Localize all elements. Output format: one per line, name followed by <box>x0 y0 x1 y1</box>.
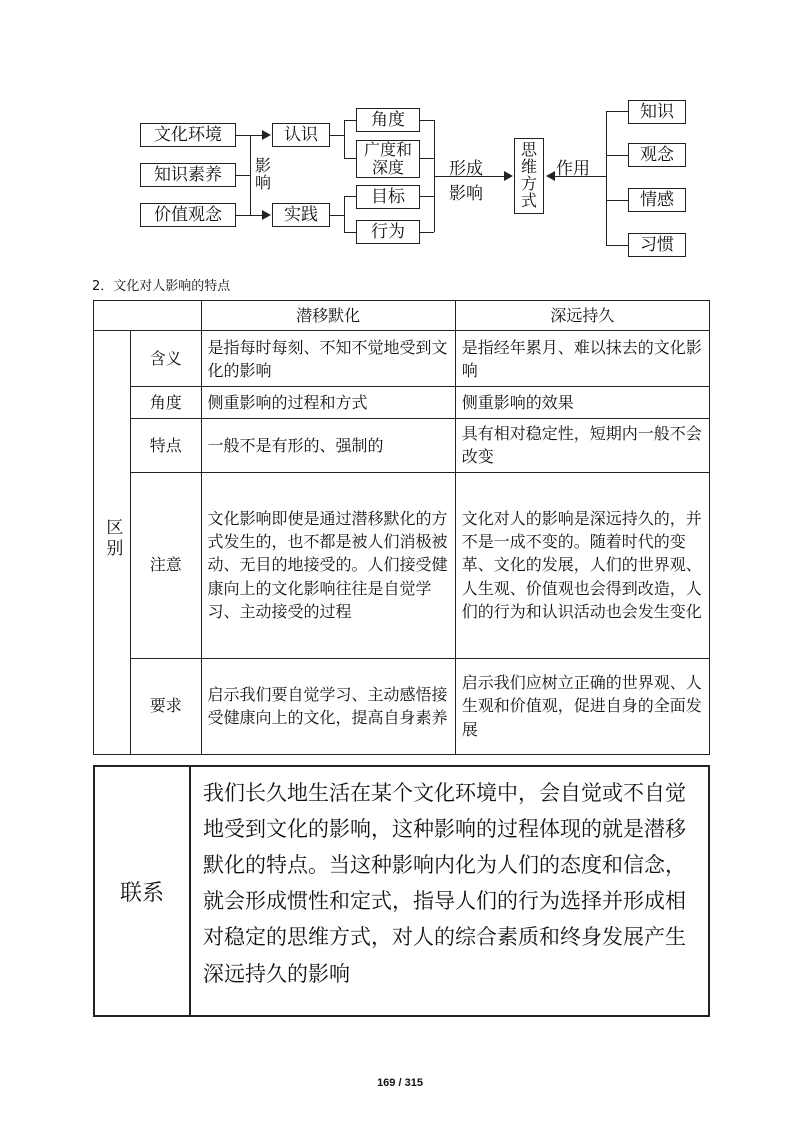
connector <box>236 135 250 136</box>
column-header: 潜移默化 <box>201 301 455 331</box>
table-cell: 启示我们要自觉学习、主动感悟接受健康向上的文化，提高自身素养 <box>201 658 455 754</box>
connector <box>236 175 250 176</box>
table-row <box>94 766 709 1016</box>
connector <box>344 232 356 233</box>
result-label: 习惯 <box>640 234 674 255</box>
source-box-values <box>140 203 236 227</box>
middle-box-cognition <box>272 123 330 147</box>
relationship-label: 联系 <box>94 766 190 1016</box>
middle-label: 实践 <box>284 204 318 225</box>
table-row <box>94 331 710 387</box>
table-cell: 文化影响即使是通过潜移默化的方式发生的，也不都是被人们消极被动、无目的地接受的。人们接受健康向上的文化影响往往是自觉学习、主动接受的过程 <box>201 472 455 658</box>
source-box-knowledge <box>140 163 236 187</box>
table-header-row <box>94 301 710 331</box>
connector <box>330 215 344 216</box>
connector <box>606 155 628 156</box>
row-label: 要求 <box>131 658 201 754</box>
relationship-text: 我们长久地生活在某个文化环境中，会自觉或不自觉地受到文化的影响，这种影响的过程体现的就是潜移默化的特点。当这种影响内化为人们的态度和信念，就会形成惯性和定式，指导人们的行为选择并形成相对稳定的思维方式，对人的综合素质和终身发展产生深远持久的影响 <box>190 766 709 1016</box>
table-corner-cell <box>94 301 202 331</box>
aspect-box-goal <box>356 185 420 209</box>
connector <box>250 215 262 216</box>
result-box-concept <box>628 143 686 167</box>
connector <box>344 120 356 121</box>
aspect-box-angle <box>356 108 420 132</box>
connector <box>606 111 628 112</box>
aspect-label: 目标 <box>371 186 405 207</box>
result-label: 知识 <box>640 101 674 122</box>
result-box-emotion <box>628 188 686 212</box>
arrow-right-icon <box>262 130 271 140</box>
arrow-right-icon <box>504 171 513 181</box>
page-number: 169 / 315 <box>377 1077 423 1089</box>
table-row <box>94 658 710 754</box>
connector <box>420 158 434 159</box>
comparison-table <box>93 300 710 755</box>
table-cell: 具有相对稳定性，短期内一般不会改变 <box>455 419 709 472</box>
section-title: 2．文化对人影响的特点 <box>92 279 231 294</box>
connector <box>420 232 434 233</box>
table-row <box>94 419 710 472</box>
source-label: 价值观念 <box>154 204 222 225</box>
aspect-box-behavior <box>356 220 420 244</box>
table-row <box>94 387 710 419</box>
result-label: 观念 <box>640 144 674 165</box>
influence-label-2: 影响 <box>449 184 483 204</box>
table-cell: 一般不是有形的、强制的 <box>201 419 455 472</box>
connector <box>250 135 262 136</box>
connector <box>330 135 344 136</box>
connector <box>344 196 345 232</box>
connector <box>606 200 628 201</box>
influence-label: 影响 <box>254 156 271 192</box>
table-cell: 侧重影响的过程和方式 <box>201 387 455 419</box>
arrow-right-icon <box>262 210 271 220</box>
result-label: 情感 <box>640 189 674 210</box>
aspect-label: 广度和深度 <box>363 140 412 177</box>
connector <box>420 120 434 121</box>
connector <box>606 111 607 245</box>
connector <box>420 196 434 197</box>
center-label: 思维方式 <box>521 140 538 210</box>
group-label-cell <box>94 331 131 754</box>
table-row <box>94 472 710 658</box>
connector <box>250 135 251 215</box>
column-header: 深远持久 <box>455 301 709 331</box>
aspect-box-breadth-depth <box>356 140 420 178</box>
connector <box>344 158 356 159</box>
connector <box>344 196 356 197</box>
connector <box>606 245 628 246</box>
result-box-habit <box>628 233 686 257</box>
connector <box>236 215 250 216</box>
table-cell: 文化对人的影响是深远持久的，并不是一成不变的。随着时代的变革、文化的发展，人们的世界观、人生观、价值观也会得到改造，人们的行为和认识活动也会发生变化 <box>455 472 709 658</box>
group-label: 区别 <box>102 518 123 561</box>
table-cell: 启示我们应树立正确的世界观、人生观和价值观，促进自身的全面发展 <box>455 658 709 754</box>
effect-label: 作用 <box>556 159 590 179</box>
source-box-culture-environment <box>140 123 236 147</box>
connector <box>344 120 345 158</box>
middle-box-practice <box>272 203 330 227</box>
aspect-label: 角度 <box>371 109 405 130</box>
aspect-label: 行为 <box>371 221 405 242</box>
source-label: 知识素养 <box>154 164 222 185</box>
form-label: 形成 <box>449 159 483 179</box>
table-cell: 是指每时每刻、不知不觉地受到文化的影响 <box>201 331 455 387</box>
center-box-thinking <box>514 138 544 214</box>
table-cell: 是指经年累月、难以抹去的文化影响 <box>455 331 709 387</box>
row-label: 含义 <box>131 331 201 387</box>
row-label: 角度 <box>131 387 201 419</box>
source-label: 文化环境 <box>154 124 222 145</box>
row-label: 特点 <box>131 419 201 472</box>
relationship-table <box>93 765 710 1017</box>
middle-label: 认识 <box>284 124 318 145</box>
row-label: 注意 <box>131 472 201 658</box>
table-cell: 侧重影响的效果 <box>455 387 709 419</box>
result-box-knowledge <box>628 100 686 124</box>
